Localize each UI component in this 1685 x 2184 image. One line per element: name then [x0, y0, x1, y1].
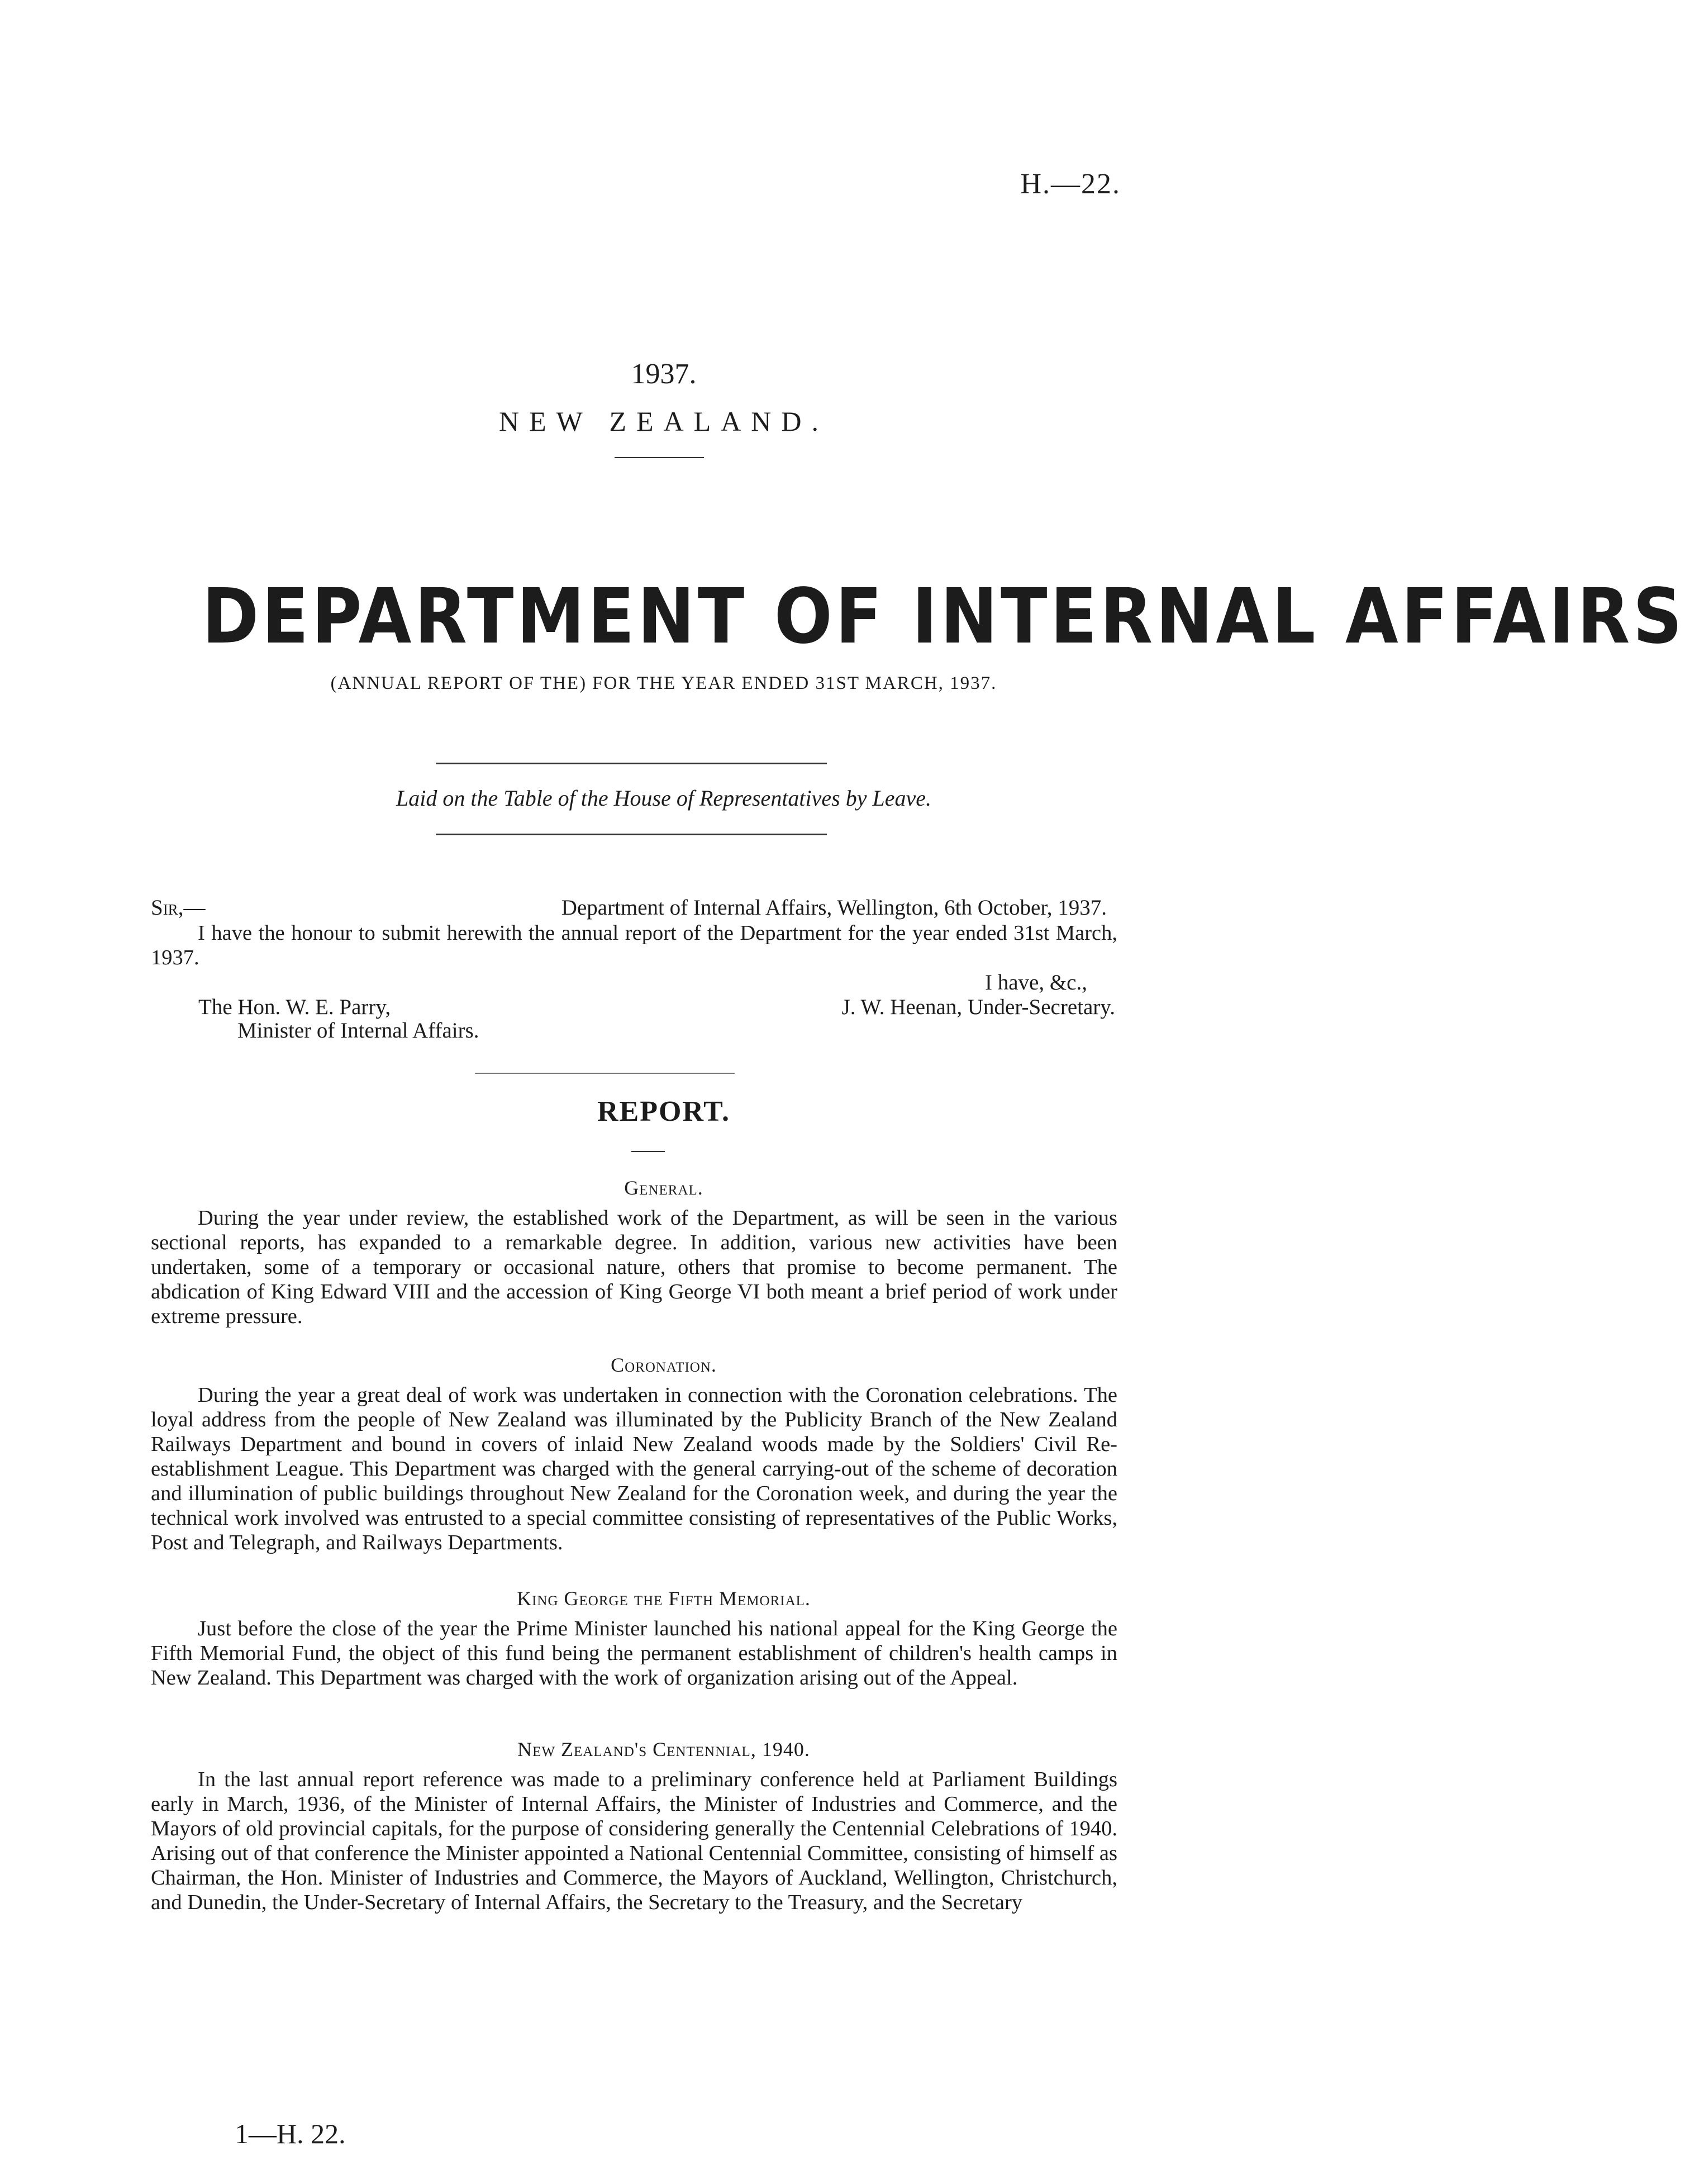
letter-addressee-title: Minister of Internal Affairs. — [237, 1019, 479, 1043]
section-king-george-memorial — [151, 1616, 1117, 1690]
report-title: REPORT. — [597, 1096, 730, 1127]
divider — [631, 1151, 665, 1152]
report-subtitle: (ANNUAL REPORT OF THE) FOR THE YEAR ENDED 31ST MARCH, 1937. — [330, 673, 997, 693]
letter-place-date: Department of Internal Affairs, Wellington, 6th October, 1937. — [561, 896, 1107, 920]
publication-year: 1937. — [631, 358, 697, 390]
letter-closing: I have, &c., — [984, 970, 1087, 995]
section-centennial — [151, 1767, 1117, 1915]
divider — [475, 1073, 735, 1074]
divider — [615, 457, 704, 458]
department-title: DEPARTMENT OF INTERNAL AFFAIRS — [202, 573, 1685, 661]
letter-signatory: J. W. Heenan, Under-Secretary. — [841, 995, 1115, 1019]
section-king-george-memorial-text: Just before the close of the year the Prime Minister launched his national appeal for the King George the Fifth Memorial Fund, the object of this fund being the permanent establishment of children's health camps in New Zealand. This Department was charged with the work of organization arising out of the Appeal. — [151, 1617, 1117, 1690]
section-heading-centennial: New Zealand's Centennial, 1940. — [517, 1738, 810, 1760]
letter-addressee: The Hon. W. E. Parry, — [198, 995, 391, 1019]
section-general — [151, 1206, 1117, 1329]
divider — [436, 763, 827, 764]
section-heading-king-george-memorial: King George the Fifth Memorial. — [517, 1587, 811, 1610]
document-reference: H.—22. — [1020, 168, 1121, 200]
letter-body — [151, 921, 1117, 970]
section-heading-general: General. — [624, 1177, 703, 1199]
section-coronation — [151, 1383, 1117, 1555]
page-reference: 1—H. 22. — [235, 2118, 346, 2149]
letter-salutation: Sir,— — [151, 896, 206, 920]
section-centennial-text: In the last annual report reference was made to a preliminary conference held at Parliament Buildings early in March, 1936, of the Minister of Internal Affairs, the Minister of Industries and Commerce, and the Mayors of old provincial capitals, for the purpose of considering generally the Centennial Celebrations of 1940. Arising out of that conference the Minister appointed a National Centennial Committee, consisting of himself as Chairman, the Hon. Minister of Industries and Commerce, the Mayors of Auckland, Wellington, Christchurch, and Dunedin, the Under-Secretary of Internal Affairs, the Secretary to the Treasury, and the Secretary — [151, 1768, 1117, 1914]
section-coronation-text: During the year a great deal of work was undertaken in connection with the Coronation celebrations. The loyal address from the people of New Zealand was illuminated by the Publicity Branch of the New Zealand Railways Department and bound in covers of inlaid New Zealand woods made by the Soldiers' Civil Re-establishment League. This Department was charged with the general carrying-out of the scheme of decoration and illumination of public buildings throughout New Zealand for the Coronation week, and during the year the technical work involved was entrusted to a special committee consisting of representatives of the Public Works, Post and Telegraph, and Railways Departments. — [151, 1383, 1117, 1554]
country-name: NEW ZEALAND. — [499, 406, 829, 437]
section-heading-coronation: Coronation. — [611, 1354, 717, 1376]
section-general-text: During the year under review, the established work of the Department, as will be seen in the various sectional reports, has expanded to a remarkable degree. In addition, various new activities have been undertaken, some of a temporary or occasional nature, others that promise to become permanent. The abdication of King Edward VIII and the accession of King George VI both meant a brief period of work under extreme pressure. — [151, 1206, 1117, 1328]
letter-body-text: I have the honour to submit herewith the annual report of the Department for the year ended 31st March, 1937. — [151, 921, 1117, 969]
laid-on-table-note: Laid on the Table of the House of Representatives by Leave. — [396, 786, 931, 811]
divider — [436, 834, 827, 835]
